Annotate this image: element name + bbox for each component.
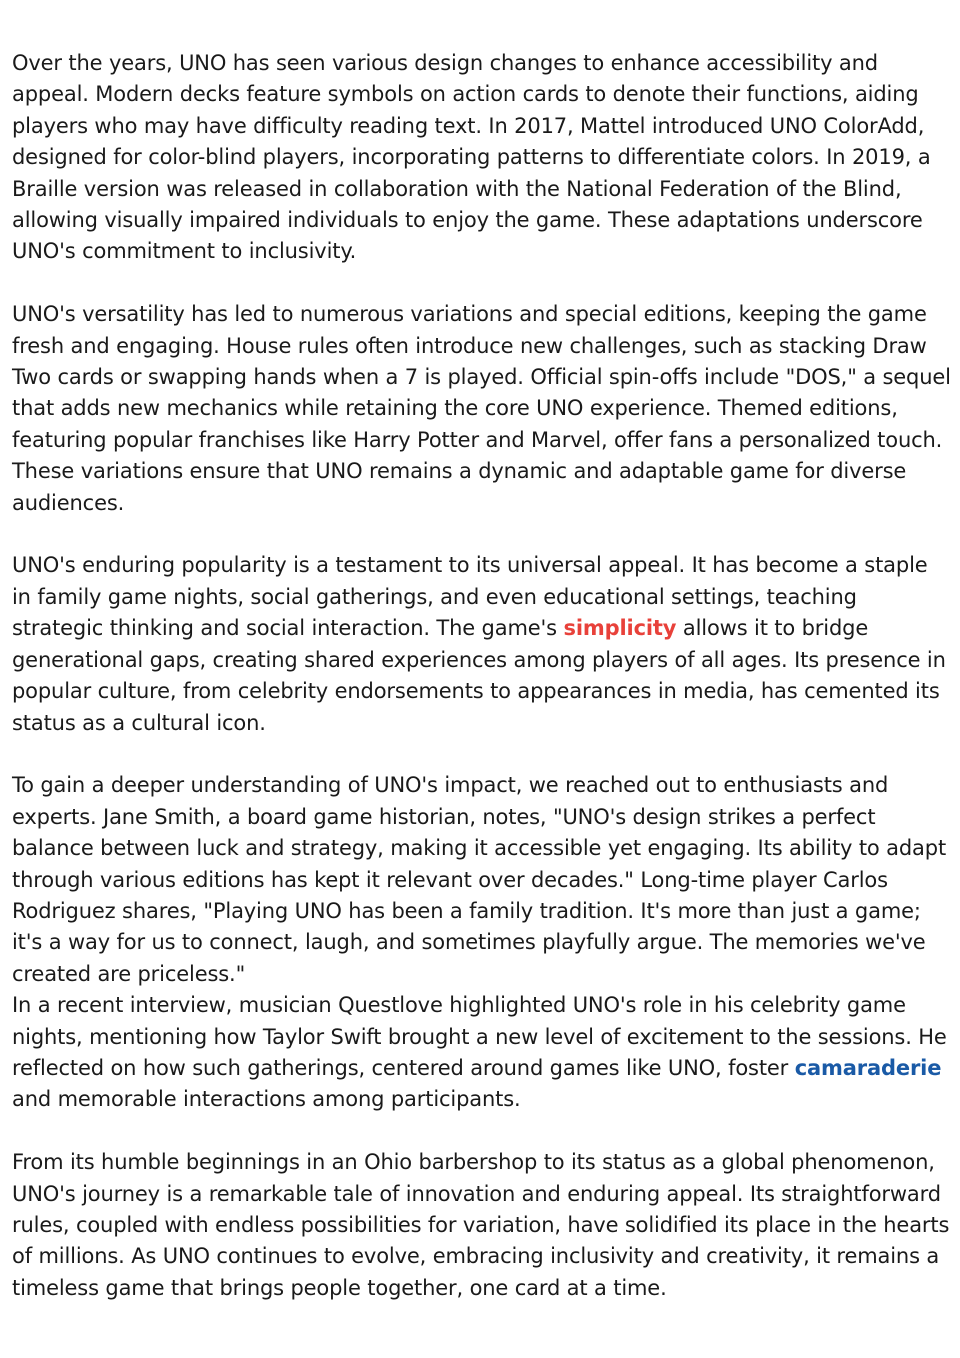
- paragraph-questlove: [12, 990, 952, 1116]
- paragraph-design-changes: Over the years, UNO has seen various design changes to enhance accessibility and appeal. Modern decks feature symbols on action cards to denote their functions, aiding players who may have difficulty reading text. In 2017, Mattel introduced UNO ColorAdd, designed for color-blind players, incorporating patterns to differentiate colors. In 2019, a Braille version was released in collaboration with the National Federation of the Blind, allowing visually impaired individuals to enjoy the game. These adaptations underscore UNO's commitment to inclusivity.: [12, 51, 931, 264]
- article-body: [12, 48, 952, 1304]
- paragraph-questlove-text-before: In a recent interview, musician Questlove highlighted UNO's role in his celebrity game nights, mentioning how Taylor Swift brought a new level of excitement to the sessions. He reflected on how such gatherings, centered around games like UNO, foster: [12, 993, 947, 1080]
- paragraph-popularity: [12, 550, 952, 738]
- paragraph-gap: [12, 519, 952, 550]
- paragraph-variations: UNO's versatility has led to numerous variations and special editions, keeping the game fresh and engaging. House rules often introduce new challenges, such as stacking Draw Two cards or swapping hands when a 7 is played. Official spin-offs include "DOS," a sequel that adds new mechanics while retaining the core UNO experience. Themed editions, featuring popular franchises like Harry Potter and Marvel, offer fans a personalized touch. These variations ensure that UNO remains a dynamic and adaptable game for diverse audiences.: [12, 302, 951, 515]
- paragraph-gap: [12, 739, 952, 770]
- simplicity-link[interactable]: simplicity: [563, 616, 677, 641]
- paragraph-popularity-text-before: UNO's enduring popularity is a testament to its universal appeal. It has become a staple in family game nights, social gatherings, and even educational settings, teaching strategic thinking and social interaction. The game's: [12, 553, 928, 641]
- paragraph-questlove-text-after: and memorable interactions among participants.: [12, 1087, 521, 1112]
- paragraph-gap: [12, 1116, 952, 1147]
- paragraph-conclusion: From its humble beginnings in an Ohio barbershop to its status as a global phenomenon, UNO's journey is a remarkable tale of innovation and enduring appeal. Its straightforward rules, coupled with endless possibilities for variation, have solidified its place in the hearts of millions. As UNO continues to evolve, embracing inclusivity and creativity, it remains a timeless game that brings people together, one card at a time.: [12, 1150, 950, 1300]
- paragraph-popularity-text-after: allows it to bridge generational gaps, creating shared experiences among players of all ages. Its presence in popular culture, from celebrity endorsements to appearances in media, has cemented its status as a cultural icon.: [12, 616, 946, 735]
- camaraderie-link[interactable]: camaraderie: [794, 1055, 942, 1080]
- paragraph-expert-quotes: To gain a deeper understanding of UNO's impact, we reached out to enthusiasts and experts. Jane Smith, a board game historian, notes, "UNO's design strikes a perfect balance between luck and strategy, making it accessible yet engaging. Its ability to adapt through various editions has kept it relevant over decades." Long-time player Carlos Rodriguez shares, "Playing UNO has been a family tradition. It's more than just a game; it's a way for us to connect, laugh, and sometimes playfully argue. The memories we've created are priceless.": [12, 773, 947, 986]
- paragraph-gap: [12, 268, 952, 299]
